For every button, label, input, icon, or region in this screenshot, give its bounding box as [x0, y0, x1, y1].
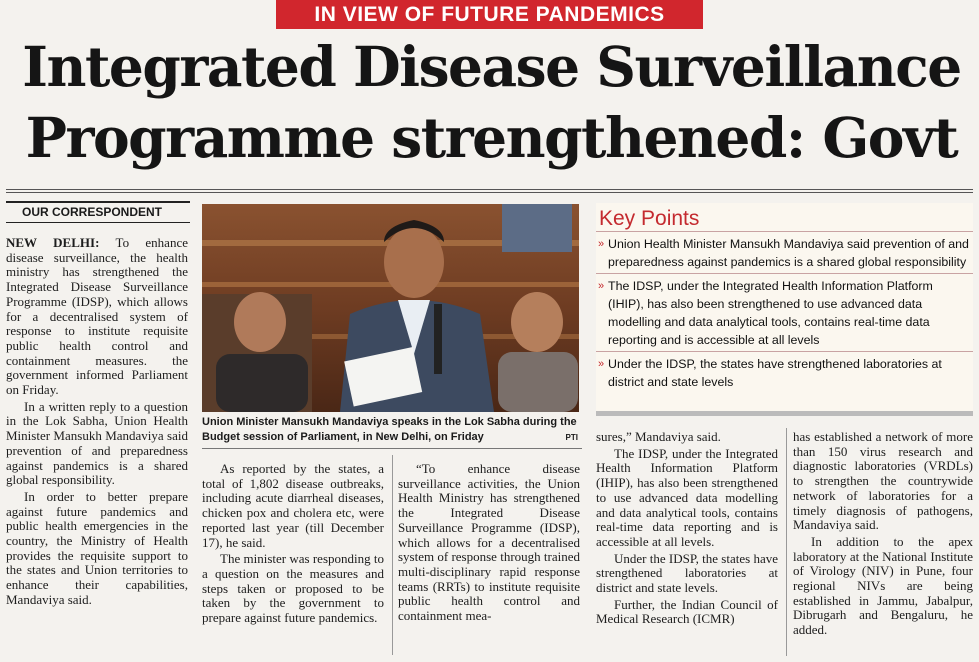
caption-text: Union Minister Mansukh Mandaviya speaks in the Lok Sabha during the Budget session of Parliament, in New Delhi, on Friday	[202, 416, 577, 443]
chevron-right-icon: »	[598, 238, 605, 250]
key-point-item	[596, 273, 973, 351]
headline	[14, 31, 969, 173]
column-divider	[786, 428, 787, 656]
article-column-5	[793, 430, 973, 640]
paragraph-text: To enhance disease surveillance, the health ministry has strengthened the Integrated Disease Surveillance Programme (IDSP), which allows for a decentralised system of response to institute requisite public health control and containment measures. the government informed Parliament on Friday.	[6, 235, 188, 398]
paragraph: The IDSP, under the Integrated Health Information Platform (IHIP), has also been strengthened to use advanced data modelling and data analytical tools, contains real-time data reporting and is accessible at all levels.	[596, 445, 778, 549]
photo-credit: PTI	[565, 433, 578, 442]
article-column-2	[202, 462, 384, 628]
key-point-item	[596, 231, 973, 273]
paragraph: As reported by the states, a total of 1,802 disease outbreaks, including acute diarrheal diseases, chicken pox and cholera etc, were reported last year (till December 17), he said.	[202, 461, 384, 550]
paragraph	[6, 236, 188, 398]
paragraph: In a written reply to a question in the Lok Sabha, Union Health Minister Mansukh Mandaviya said prevention of and preparedness against pandemics is a shared global responsibility.	[6, 398, 188, 488]
paragraph: In order to better prepare against future pandemics and public health emergencies in the country, the Ministry of Health provides the requisite support to the states and Union territories to enhance their capabilities, Mandaviya said.	[6, 488, 188, 607]
headline-rule-secondary	[6, 192, 973, 193]
paragraph: has established a network of more than 150 virus research and diagnostic laboratories (VRDLs) to strengthen the countrywide network of laboratories for a timely diagnosis of pathogens, Mandaviya said.	[793, 429, 973, 533]
chevron-right-icon: »	[598, 358, 605, 370]
paragraph: The minister was responding to a question on the measures and steps taken or proposed to be taken by the government to prepare against future pandemics.	[202, 551, 384, 626]
dateline: NEW DELHI:	[6, 235, 100, 250]
article-column-1	[6, 236, 188, 610]
byline: OUR CORRESPONDENT	[6, 201, 190, 223]
headline-rule	[6, 189, 973, 190]
key-point-text: Union Health Minister Mansukh Mandaviya said prevention of and preparedness against pandemics is a shared global responsibility	[608, 237, 969, 269]
headline-line-1: Integrated Disease Surveillance	[22, 34, 961, 99]
paragraph: Under the IDSP, the states have strengthened laboratories at district and state levels.	[596, 550, 778, 596]
key-point-text: The IDSP, under the Integrated Health Information Platform (IHIP), has also been strengthened to use advanced data modelling and data analytical tools, contains real-time data reporting and is accessible at all levels	[608, 279, 933, 347]
caption-divider	[202, 448, 582, 449]
article-column-3	[398, 462, 580, 626]
chevron-right-icon: »	[598, 280, 605, 292]
article-column-4	[596, 430, 778, 629]
headline-line-2: Programme strengthened: Govt	[25, 105, 958, 170]
photo-caption	[202, 415, 580, 445]
minister-photo-illustration	[202, 204, 579, 412]
key-point-text: Under the IDSP, the states have strengthened laboratories at district and state levels	[608, 357, 942, 389]
key-points-title: Key Points	[599, 207, 700, 230]
section-kicker: IN VIEW OF FUTURE PANDEMICS	[276, 0, 703, 29]
paragraph: Further, the Indian Council of Medical Research (ICMR)	[596, 596, 778, 627]
paragraph: In addition to the apex laboratory at the National Institute of Virology (NIV) in Pune, four regional NIVs are being established in Jammu, Jabalpur, Dibrugarh and Bengaluru, he added.	[793, 533, 973, 638]
key-point-item	[596, 351, 973, 393]
key-points-box	[596, 203, 973, 416]
article-photo	[202, 204, 579, 412]
column-divider	[392, 455, 393, 655]
paragraph: sures,” Mandaviya said.	[596, 429, 721, 444]
paragraph: “To enhance disease surveillance activities, the Union Health Ministry has strengthened the Integrated Disease Surveillance Programme (IDSP), which allows for a decentralised system of response through trained multi-disciplinary rapid response teams (RRTs) to institute requisite public health control and containment mea-	[398, 461, 580, 624]
